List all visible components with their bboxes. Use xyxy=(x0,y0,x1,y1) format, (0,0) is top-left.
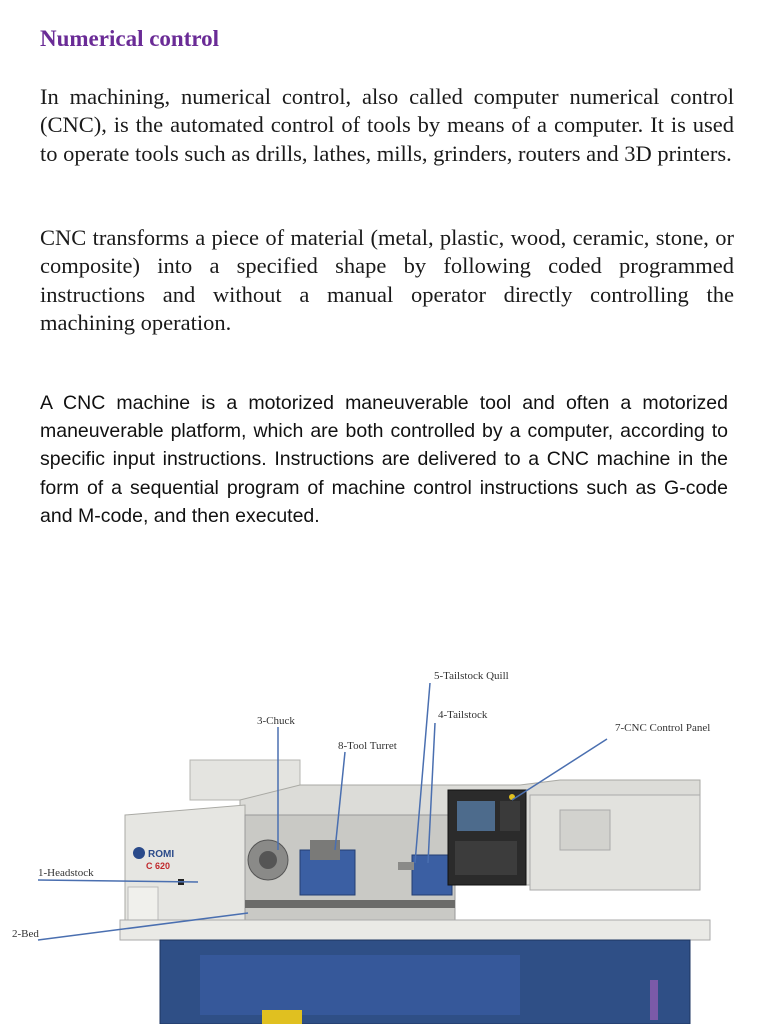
paragraph-cnc-transforms: CNC transforms a piece of material (metal, plastic, wood, ceramic, stone, or composite) into a specified shape by following coded programmed instructions and without a manual operator directly controlling the machining operation. xyxy=(40,225,734,335)
label-chuck: 3-Chuck xyxy=(257,715,295,727)
machine-bed xyxy=(120,920,710,940)
base-panel xyxy=(200,955,520,1015)
cnc-lathe-figure xyxy=(0,655,768,1024)
control-buttons xyxy=(455,841,517,875)
control-screen xyxy=(457,801,495,831)
label-bed: 2-Bed xyxy=(12,928,39,940)
label-tailstock: 4-Tailstock xyxy=(438,709,488,721)
guide-rail xyxy=(245,900,455,908)
page-title: Numerical control xyxy=(40,26,220,51)
side-panel xyxy=(530,795,700,890)
cnc-lathe-illustration xyxy=(0,655,768,1024)
romi-logo-icon xyxy=(133,847,145,859)
machine-brand-text: ROMI xyxy=(148,849,175,860)
paragraph-intro: In machining, numerical control, also called computer numerical control (CNC), is the automated control of tools by means of a computer. It is used to operate tools such as drills, lathes, mills, grinders, routers and 3D printers. xyxy=(40,84,734,166)
coolant-hose xyxy=(650,980,658,1020)
tailstock xyxy=(412,855,452,895)
paragraph-cnc-machine: A CNC machine is a motorized maneuverable tool and often a motorized maneuverable platform, which are both controlled by a computer, according to specific input instructions. Instructions are delivered to a CNC machine in the form of a sequential program of machine control instructions such as G-code and M-code, and then executed. xyxy=(40,392,728,527)
label-cnc-control-panel: 7-CNC Control Panel xyxy=(615,722,711,734)
label-tailstock-quill: 5-Tailstock Quill xyxy=(434,670,509,682)
label-tool-turret: 8-Tool Turret xyxy=(338,740,397,752)
label-headstock: 1-Headstock xyxy=(38,867,94,879)
foot-pedal xyxy=(262,1010,302,1024)
control-keypad xyxy=(500,801,520,831)
machine-model-text: C 620 xyxy=(146,861,171,871)
tailstock-quill xyxy=(398,862,414,870)
side-panel-window xyxy=(560,810,610,850)
chuck-center xyxy=(259,851,277,869)
